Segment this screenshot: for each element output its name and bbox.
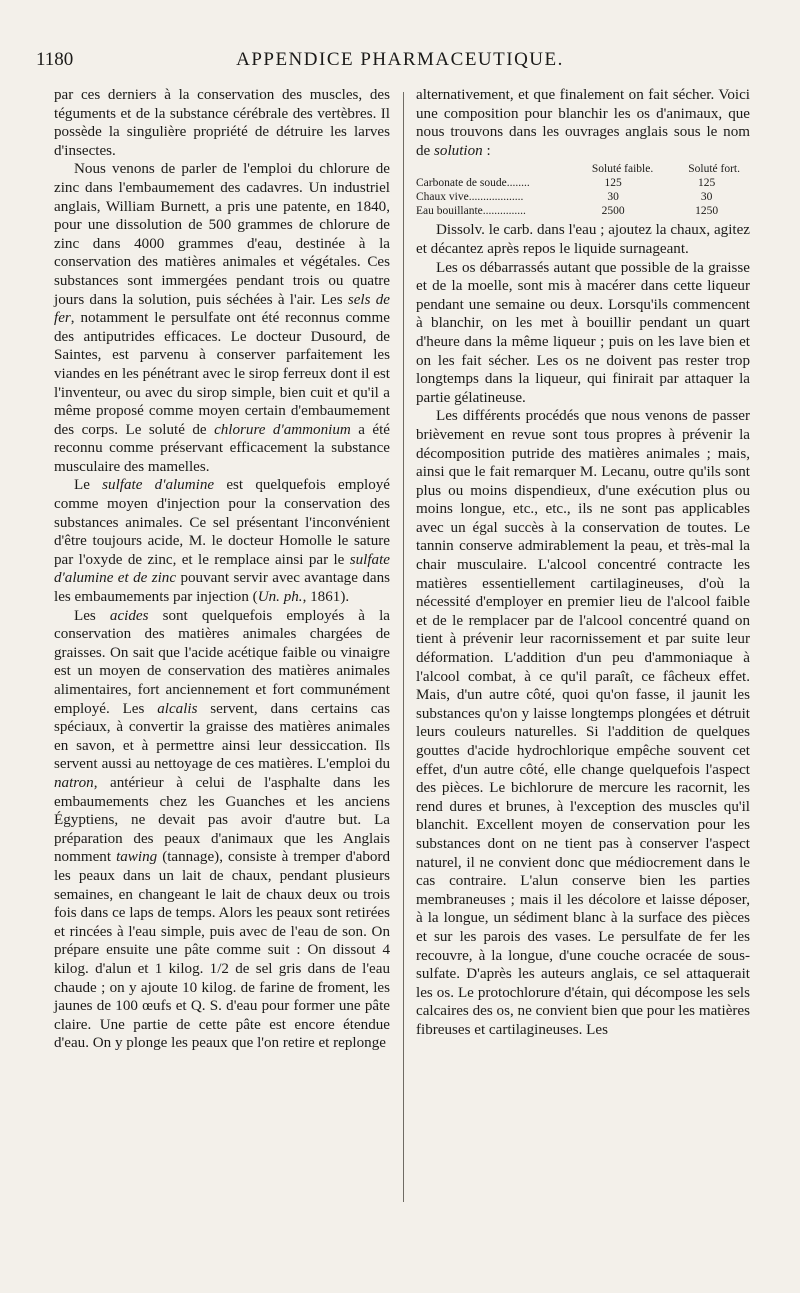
- ingredient-name: Chaux vive...................: [416, 191, 524, 204]
- page-header: [34, 49, 766, 75]
- value-fort: 125: [697, 177, 716, 190]
- paragraph: Les os débarrassés autant que possible de la graisse et de la moelle, sont mis à macérer dans cette liqueur pendant une semaine ou deux. Lorsqu'ils commencent à blanchir, on les met à bouillir pendant un quart d'heure dans la même liqueur ; puis on les lave bien et on les fait sécher. Les os ne doivent pas rester trop longtemps dans la liqueur, qui finirait par attaquer la partie gélatineuse.: [416, 259, 750, 406]
- value-fort: 1250: [695, 205, 719, 218]
- text-run: par ces derniers à la conservation des muscles, des téguments et de la substance cérébrale des vertèbres. Il possède la singulière propriété de détruire les larves d'insectes.: [54, 87, 390, 159]
- text-run: Nous venons de parler de l'emploi du chlorure de zinc dans l'embaumement des cadavres. Un industriel anglais, William Burnett, a pris une patente, en 1840, pour une dissolution de 500 grammes de chlorure de zinc dans 4000 grammes d'eau, destinée à la conservation des matières animales et végétales. Ces substances sont immergées pendant trois ou quatre jours dans la solution, puis séchées à l'air. Les: [54, 161, 390, 308]
- italic-term: alcalis: [157, 700, 198, 717]
- text-run: :: [482, 142, 491, 159]
- ingredient-name: Eau bouillante...............: [416, 205, 526, 218]
- column-header: Soluté fort.: [688, 163, 740, 176]
- table-row: [416, 204, 750, 218]
- text-run: (tannage), consiste à tremper d'abord les peaux dans un lait de chaux, pendant plusieurs semaines, en changeant le lait de chaux deux ou trois fois dans ce laps de temps. Alors les peaux sont retirées et rincées à l'eau simple, puis avec de l'eau de son. On prépare ensuite une pâte comme suit : On dissout 4 kilog. d'alun et 1 kilog. 1/2 de sel gris dans de l'eau chaude ; on y ajoute 10 kilog. de farine de froment, les jaunes de 100 œufs et Q. S. d'eau pour former une pâte claire. Une partie de cette pâte est encore étendue d'eau. On y plonge les peaux que l'on retire et replonge: [54, 849, 390, 1052]
- paragraph: [54, 607, 390, 1053]
- italic-term: sulfate d'alumine et de zinc: [54, 551, 390, 587]
- running-title: APPENDICE PHARMACEUTIQUE.: [236, 49, 564, 70]
- paragraph: Les différents procédés que nous venons de passer brièvement en revue sont tous propres à prévenir la décomposition putride des matières animales ; mais, ainsi que le fait remarquer M. Lecanu, outre qu'ils sont plus ou moins dispendieux, d'une exécution plus ou moins longue, etc., etc., ils ne sont pas applicables avec un égal succès à la conservation de toutes. Le tannin conserve admirablement la peau, et très-mal la chair musculaire. L'alcool concentré contracte les matières essentiellement cartilagineuses, d'où la nécessité d'employer en premier lieu de l'alcool faible et de le remplacer par de l'alcool concentré quand on tient à prévenir leur racornissement et par suite leur déformation. L'addition d'un peu d'ammoniaque à l'alcool combat, à ce qu'il paraît, ce fâcheux effet. Mais, d'un autre côté, quoi qu'on fasse, il jaunit les substances qu'on y laisse longtemps plongées et détruit leurs couleurs naturelles. Si l'addition de quelques gouttes d'acide hydrochlorique empêche souvent cet effet, d'un autre côté, elle change quelquefois l'aspect des pièces. Le bichlorure de mercure les racornit, les rend dures et brunes, à l'exception des muscles qu'il blanchit. Excellent moyen de conservation pour les substances dont on ne tient pas à conserver l'aspect naturel, il ne convient donc que médiocrement dans le cas contraire. L'alun conserve bien les parties membraneuses ; mais il les décolore et laisse déposer, à la longue, un sédiment blanc à la surface des pièces et sur les parois des vases. Le persulfate de fer les recouvre, à la longue, d'une couche ocracée de sous-sulfate. D'après les auteurs anglais, ce sel attaquerait les os. Le protochlorure d'étain, qui décompose les sels calcaires des os, ne convient bien que pour les matières fibreuses et cartilagineuses. Les: [416, 408, 750, 1038]
- table-row: [416, 176, 750, 190]
- paragraph: [416, 86, 750, 160]
- paragraph: Dissolv. le carb. dans l'eau ; ajoutez la chaux, agitez et décantez après repos le liquide surnageant.: [416, 222, 750, 257]
- text-run: , 1861).: [302, 589, 350, 606]
- italic-term: tawing: [116, 849, 158, 866]
- italic-term: acides: [109, 607, 149, 624]
- text-run: Les: [74, 607, 110, 624]
- table-row: [416, 190, 750, 204]
- text-run: pouvant servir avec avantage dans les embaumements par injection (: [54, 570, 390, 606]
- value-faible: 30: [607, 191, 619, 204]
- text-run: a été reconnu comme préservant efficacement la substance musculaire des mamelles.: [54, 421, 390, 475]
- paragraph: [54, 86, 390, 160]
- text-run: alternativement, et que finalement on fait sécher. Voici une composition pour blanchir les os d'animaux, que nous trouvons dans les ouvrages anglais sous le nom de: [416, 87, 750, 159]
- value-fort: 30: [700, 191, 713, 204]
- italic-term: sulfate d'alumine: [102, 477, 215, 494]
- table-header-row: [416, 162, 750, 176]
- column-divider: [403, 92, 404, 1202]
- text-run: , notamment le persulfate ont été reconnus comme des antiputrides efficaces. Le docteur Dusourd, de Saintes, est parvenu à conserver parfaitement les viandes en les pénétrant avec le sirop ferreux dont il est l'inventeur, ou avec du sirop simple, bien cuit et qu'il a même proposé comme moyen certain d'embaumement des corps. Le soluté de: [54, 310, 390, 438]
- text-run: sont quelquefois employés à la conservation des matières animales chargées de graisses. On sait que l'acide acétique faible ou vinaigre est un moyen de conservation des matières animales alimentaires, fort anciennement et fort communément employé. Les: [54, 607, 390, 717]
- italic-term: solution: [434, 142, 483, 159]
- solution-table: [416, 162, 750, 218]
- value-faible: 125: [604, 177, 622, 190]
- right-column: [416, 86, 750, 1040]
- text-run: est quelquefois employé comme moyen d'injection pour la conservation des substances animales. Ce sel présentant l'inconvénient d'être toujours acide, M. le docteur Homolle le sature par l'oxyde de zinc, et le remplace ainsi par le: [54, 477, 390, 568]
- italic-term: Un. ph.: [257, 589, 303, 606]
- page-number: 1180: [36, 49, 74, 70]
- italic-term: sels de fer: [54, 291, 390, 327]
- ingredient-name: Carbonate de soude........: [416, 177, 530, 190]
- left-column: [54, 86, 390, 1053]
- paragraph: [54, 160, 390, 476]
- paragraph: [54, 476, 390, 606]
- text-run: Le: [74, 477, 103, 494]
- italic-term: natron: [54, 774, 94, 791]
- text-run: servent, dans certains cas spéciaux, à convertir la graisse des matières animales en savon, et à permettre ainsi leur dessiccation. Ils servent aussi au nettoyage de ces matières. L'emploi du: [54, 700, 390, 773]
- italic-term: chlorure d'ammonium: [214, 421, 351, 438]
- text-run: , antérieur à celui de l'asphalte dans les embaumements chez les Guanches et les anciens Égyptiens, ne devait pas avoir d'autre but. La préparation des peaux d'animaux que les Anglais nomment: [54, 774, 390, 866]
- value-faible: 2500: [601, 205, 625, 218]
- column-header: Soluté faible.: [591, 163, 654, 176]
